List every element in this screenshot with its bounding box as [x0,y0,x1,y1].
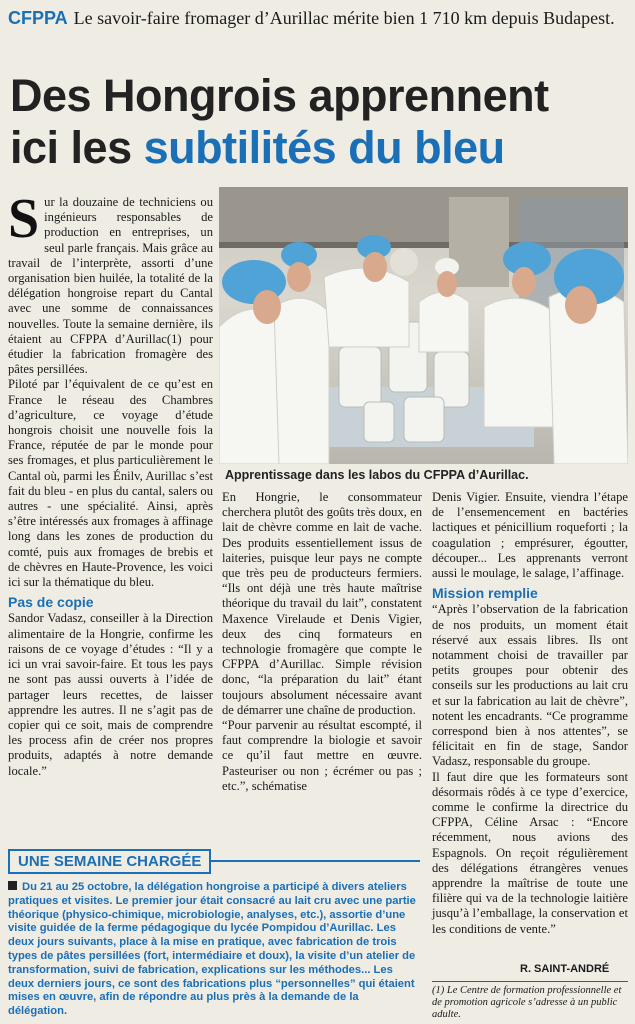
article-column-1 [8,188,213,779]
subheading-mission-remplie: Mission remplie [432,585,538,602]
bullet-square-icon [8,881,17,890]
intro-text: ur la douzaine de techniciens ou ingénieurs responsables de production en entreprises, un seul parle français. Mais grâce au travail de l’interprète, assorti d’une organisation bien huilée, la totalité de la délégation hongroise repart du Cantal avec une somme de connaissances nouvelles. Toute la semaine dernière, ils étaient au CFPPA d’Aurillac(1) pour étudier la fabrication fromagère des pâtes persillées. [8,195,213,377]
intro-paragraph [8,188,213,377]
headline-line2-plain: ici les [10,122,144,173]
cheese-lab-photo [219,187,628,464]
paragraph: Piloté par l’équivalent de ce qu’est en France le réseau des Chambres d’agriculture, ce voyage d’étude hongrois choisit une nouvelle fois la France, réputée de par le monde pour ses fromages, et plus particulièrement le Cantal où, parmi les Énilv, Aurillac s’est fait du bleu - en plus du cantal, salers ou autres - une spécialité. Ainsi, après s’être intéressés aux fromages à affinage long dans les zones de production du comté, puis aux fromages de brebis et de chèvres en Haute-Provence, les voici ici sur la thématique du bleu. [8,377,213,590]
article-column-2 [222,490,422,794]
author-signature: R. SAINT-ANDRÉ [520,963,610,975]
paragraph: Sandor Vadasz, conseiller à la Direction alimentaire de la Hongrie, confirme les raisons de ce voyage d’études : “Il y a ici un vrai savoir-faire. Et tous les pays ne sont pas aussi ouverts à l’idée de partager leurs recettes, de laisser apprendre les autres. Il ne s’agit pas de copier qui ce soit, mais de comprendre les process afin de créer nos propres produits, adaptés à notre demande locale.” [8,611,213,778]
paragraph: Denis Vigier. Ensuite, viendra l’étape de l’ensemencement en bactéries lactiques et pénicillium roqueforti ; la coagulation ; emprésurer, égoutter, découper... Les apprenants verront aussi le moulage, le salage, l’affinage. [432,490,628,581]
drop-cap: S [8,188,40,250]
headline-line1: Des Hongrois apprennent [10,70,549,121]
paragraph: “Après l’observation de la fabrication de nos produits, un moment était réservé aux essais libres. Ils ont notamment choisi de travailler par petits groupes pour obtenir des conseils sur les productions au lait cru et sur la fabrication au lait de chèvre”, notent les encadrants. “Ce programme correspond bien à nos attentes”, se félicitait en fin de stage, Sandor Vadasz, responsable du groupe. [432,602,628,769]
paragraph: En Hongrie, le consommateur chercherа plutôt des goûts très doux, en lait de chèvre comme en lait de vache. Des produits essentiellement issus de laiteries, puisque leur pays ne compte que très peu de producteurs fermiers. “Ils ont déjà une très haute maîtrise théorique du travail du lait”, constatent Maxence Virelaude et Denis Vigier, deux des cinq formateurs en technologie fromagère que compte le CFPPA d’Aurillac. Simple révision donc, “la préparation du lait” étant toujours absolument nécessaire avant de démarrer une chaîne de production. [222,490,422,717]
subheading-pas-de-copie: Pas de copie [8,594,94,611]
sidebar-box-title: UNE SEMAINE CHARGÉE [8,849,211,874]
headline [10,70,630,174]
headline-line2 [10,122,630,174]
footnote: (1) Le Centre de formation professionnelle et de promotion agricole s’adresse à un public adulte. [432,981,628,1021]
paragraph: Il faut dire que les formateurs sont désormais rôdés à ce type d’exercice, comme le confirme la directrice du CFPPA, Céline Arsac : “Encore récemment, nous avions des Espagnols. On reçoit régulièrement des délégations étrangères venues apprendre la maîtrise de toute une filière qui va de la technologie laitière jusqu’à l’emballage, la conservation et les conditions de vente.” [432,769,628,936]
photo-caption: Apprentissage dans les labos du CFPPA d’Aurillac. [225,468,529,482]
box-body: Du 21 au 25 octobre, la délégation hongroise a participé à divers ateliers pratiques et visites. Le premier jour était consacré au lait cru avec une partie théorique (physico-chimique, microbiologie, analyses, etc.), assortie d’une visite guidée de la ferme pédagogique du lycée Pompidou d’Aurillac. Les deux jours suivants, place à la mise en pratique, avec fabrication de trois types de pâtes persillées (fort, intermédiaire et doux), la visite d’un atelier de transformation, suivi de fabrication, explications sur les méthodes... Les deux derniers jours, ce sont des fabrications plus “personnelles” qui étaient mises en œuvre, afin de répondre au plus près à la demande de la délégation. [8,881,416,1018]
section-tag: CFPPA [8,8,68,28]
article-photo [219,187,628,464]
article-column-3 [432,490,628,937]
headline-highlight: subtilités du bleu [143,122,505,173]
sidebar-box-text [8,881,420,1019]
kicker [8,8,628,29]
kicker-text: Le savoir-faire fromager d’Aurillac mérite bien 1 710 km depuis Budapest. [73,8,615,28]
paragraph: “Pour parvenir au résultat escompté, il faut comprendre la biologie et savoir ce qu’il faut mettre en œuvre. Pasteuriser ou non ; écrémer ou pas ; etc.”, schématise [222,718,422,793]
